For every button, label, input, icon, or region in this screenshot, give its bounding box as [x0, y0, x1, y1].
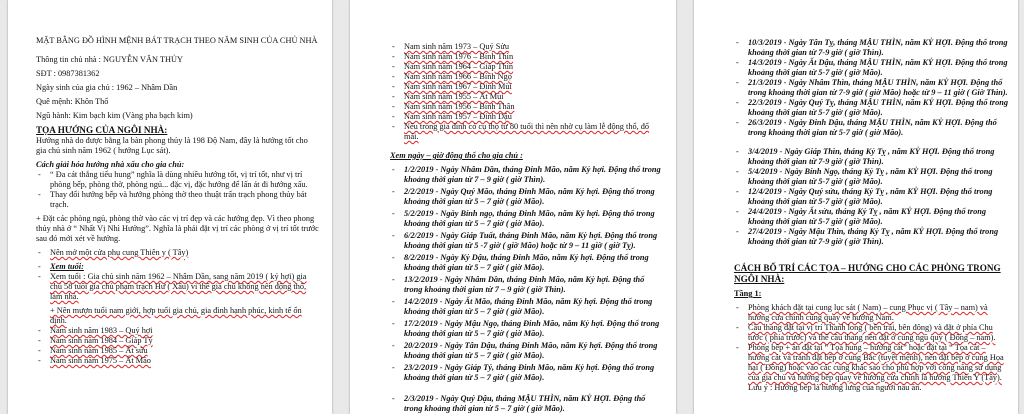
list-item: - Nên mở một cửa phụ cung Thiên y ( Tây): [36, 248, 320, 258]
floor-1-list: [734, 303, 1008, 383]
list-item: - Nam sinh năm 1964 – Giáp Thìn: [390, 62, 664, 72]
list-item: - Nam sinh năm 1976 – Bính Thìn: [390, 52, 664, 62]
document-title: MẶT BẰNG ĐỒ HÌNH MỆNH BÁT TRẠCH THEO NĂM SINH CỦA CHỦ NHÀ: [36, 36, 318, 45]
list-item: - Cầu thang đặt tại vị trí Thanh long ( bên trái, bên đông) và đặt ở phía Chu tước ( phía trước) và thể cầu thang nên đặt ở cung ngũ quỷ ( Đông – nam).: [734, 323, 1008, 343]
list-item: - Nam sinh năm 1955 – Ất Mùi: [390, 92, 664, 102]
list-item: - 8/2/2019 - Ngày Kỷ Dậu, tháng Đinh Mão, năm Kỷ hợi. Động thổ trong khoảng thời gian từ 5 – 7 giờ ( giờ Mão).: [390, 253, 664, 273]
list-item: - Nam sinh năm 1973 – Quý Sửu: [390, 42, 664, 52]
list-item: - 12/4/2019 - Ngày Quý sửu, tháng Kỷ Tỵ , năm KỶ HỢI. Động thổ trong khoảng thời gian từ 5-7 giờ ( giờ Mão).: [734, 187, 1008, 207]
list-item: - Nếu trong gia đình có cụ thọ từ 80 tuổi thì nên nhờ cụ làm lễ động thổ, đổ mái.: [390, 122, 664, 142]
list-item: - Nam sinh năm 1975 – Ất Mão: [36, 356, 320, 366]
kitchen-note: Lưu ý : Hướng bếp là hướng lưng của người nấu ăn.: [748, 383, 922, 392]
list-item: - 6/2/2019 - Ngày Giáp Tuất, tháng Đinh Mão, năm Kỷ hợi. Động thổ trong khoảng thời gian từ 5 -7 giờ ( giờ Mão) hoặc từ 9 – 11 giờ ( giờ Tỵ).: [390, 231, 664, 251]
list-item: - 27/4/2019 - Ngày Mậu Thìn, tháng Kỷ Tỵ , năm KỶ HỢI. Động thổ trong khoảng thời gian từ 7-9 giờ ( giờ Thìn).: [734, 227, 1008, 247]
hometown-info: Quê mệnh: Khôn Thổ: [36, 97, 109, 106]
owner-info: Thông tin chủ nhà : NGUYỄN VĂN THỦY: [36, 55, 183, 64]
list-item: - 5/4/2019 - Ngày Bính Ngọ, tháng Kỷ Tỵ , năm KỶ HỢI. Động thổ trong khoảng thời gian từ 5-7 giờ ( giờ Mão).: [734, 167, 1008, 187]
date-list-april: [734, 147, 1008, 247]
date-list-march: [390, 394, 664, 414]
list-item: - Phòng bếp + ăn đặt tại “ Tọa hung – hướng cát” hoặc đặt tại “ Tọa cát – hướng cát và tránh đặt bếp ở cung Bắc (tuyệt mệnh), nên đặt bếp ở cung Họa hại ( Đông) hoặc vào các cung khác sao cho phù hợp với công năng sử dụng của gia chủ và hướng bếp quay về hướng cửa chính là hướng Thiên Y (Tây).: [734, 343, 1008, 383]
age-heading: - Xem tuổi:: [36, 262, 320, 272]
direction-heading: TỌA HƯỚNG CỦA NGÔI NHÀ:: [36, 125, 168, 135]
list-item: - Thay đổi hướng bếp và hướng phòng thờ theo thuật trấn trạch phong thủy bát trạch.: [36, 190, 320, 210]
list-item: - 14/2/2019 - Ngày Ất Mão, tháng Đinh Mão, năm Kỷ hợi. Động thổ trong khoảng thời gian từ 5 – 7 giờ ( giờ Mão).: [390, 297, 664, 317]
element-info: Ngũ hành: Kim bạch kim (Vàng pha bạch kim): [36, 111, 193, 120]
dates-heading: Xem ngày – giờ động thổ cho gia chủ :: [390, 151, 523, 160]
list-item: - 5/2/2019 - Ngày Bính ngọ, tháng Đinh Mão, năm Kỷ hợi. Động thổ trong khoảng thời gian từ 5 – 7 giờ ( giờ Mão).: [390, 209, 664, 229]
list-item: - Phòng khách đặt tại cung lục sát ( Nam) – cung Phục vị ( Tây – nam) và hướng cửa chính cũng quay về hướng Nam.: [734, 303, 1008, 323]
list-item: - Nam sinh năm 1966 – Bính Ngọ: [390, 72, 664, 82]
list-item: - Nam sinh năm 1983 – Quý hợi: [36, 326, 320, 336]
birth-year-list: [36, 326, 320, 366]
list-item: - 24/4/2019 - Ngày Ất sửu, tháng Kỷ Tỵ , năm KỶ HỢI. Động thổ trong khoảng thời gian từ 5-7 giờ ( giờ Mão).: [734, 207, 1008, 227]
birth-year-list: [390, 42, 664, 142]
age-list: [36, 262, 320, 302]
birth-info: Ngày sinh của gia chủ : 1962 – Nhâm Dần: [36, 83, 178, 92]
list-item: - Nam sinh năm 1984 – Giáp Tý: [36, 336, 320, 346]
list-item: - “ Đa cát thắng tiểu hung” nghĩa là dùng nhiều hướng tốt, vị trí tốt, như vị trí phòng bếp, phòng thờ, phòng ngủ... đặc vị, đặc hướng để lấn át đi hướng xấu.: [36, 170, 320, 190]
list-item: - 20/2/2019 - Ngày Tân Dậu, tháng Đinh Mão, năm Kỷ hợi. Động thổ trong khoảng thời gian từ 5 – 7 giờ ( giờ Mão).: [390, 341, 664, 361]
list-item: - 21/3/2019 - Ngày Nhâm Thìn, tháng MẬU THÌN, năm KỶ HỢI. Động thổ trong khoảng thời gian từ 7-9 giờ ( giờ Mão) hoặc từ 9 – 11 giờ ( Giờ Thìn).: [734, 78, 1008, 98]
list-item: - 10/3/2019 - Ngày Tân Tỵ, tháng MẬU THÌN, năm KỶ HỢI. Động thổ trong khoảng thời gian từ 7-9 giờ ( giờ Thìn).: [734, 38, 1008, 58]
fix-list: [36, 170, 320, 210]
floor-label: Tầng 1:: [734, 289, 762, 298]
layout-heading: CÁCH BỐ TRÍ CÁC TỌA – HƯỚNG CHO CÁC PHÒNG TRONG NGÔI NHÀ:: [734, 263, 1001, 284]
document-page-2: [350, 0, 676, 414]
direction-text: Hướng nhà do được bằng la bàn phong thủy là 198 Độ Nam, đây là hướng tốt cho gia chủ sinh năm 1962 ( hướng Lục sát).: [36, 136, 308, 155]
page-1-content: [36, 36, 320, 366]
list-item: - Nam sinh năm 1967 – Đinh Mùi: [390, 82, 664, 92]
list-item: - Nam sinh năm 1985 – Ất sửu: [36, 346, 320, 356]
list-item: - 2/2/2019 - Ngày Quý Mão, tháng Đinh Mão, năm Kỷ hợi. Động thổ trong khoảng thời gian từ 5 – 7 giờ ( giờ Mão).: [390, 187, 664, 207]
list-item: - 1/2/2019 - Ngày Nhâm Dần, tháng Đinh Mão, năm Kỷ hợi. Động thổ trong khoảng thời gian từ 7 – 9 giờ ( giờ Thìn).: [390, 165, 664, 185]
list-item: - 14/3/2019 - Ngày Ất Dậu, tháng MẬU THÌN, năm KỶ HỢI. Động thổ trong khoảng thời gian từ 5-7 giờ ( giờ Mão).: [734, 58, 1008, 78]
list-item: - Nam sinh năm 1956 – Bính Thân: [390, 102, 664, 112]
list-item: - Nam sinh năm 1957 – Đinh Dậu: [390, 112, 664, 122]
page-2-content: [390, 42, 664, 414]
list-item: - 17/2/2019 - Ngày Mậu Ngọ, tháng Đinh Mão, năm Kỷ hợi. Động thổ trong khoảng thời gian từ 5 – 7 giờ ( giờ Mão).: [390, 319, 664, 339]
borrow-age-text: + Nên mượn tuổi nam giới, hợp tuổi gia chủ, gia đình hạnh phúc, kinh tế ổn định.: [50, 306, 302, 325]
list-item: - 3/4/2019 - Ngày Giáp Thìn, tháng Kỷ Tỵ , năm KỶ HỢI. Động thổ trong khoảng thời gian từ 7-9 giờ ( giờ Thìn).: [734, 147, 1008, 167]
page-3-content: [734, 38, 1008, 393]
phone-number: SĐT : 0987381362: [36, 69, 100, 78]
document-page-3: [694, 0, 1018, 414]
date-list: [390, 165, 664, 383]
list-item: - 13/2/2019 - Ngày Nhâm Dần, tháng Đinh Mão, năm Kỷ hợi. Động thổ trong khoảng thời gian từ 7 – 9 giờ ( giờ Thìn).: [390, 275, 664, 295]
list-item: - 23/2/2019 - Ngày Giáp Tý, tháng Đinh Mão, năm Kỷ hợi. Động thổ trong khoảng thời gian từ 5 – 7 giờ ( giờ Mão).: [390, 363, 664, 383]
date-list-march: [734, 38, 1008, 138]
age-text: - Xem tuổi : Gia chủ sinh năm 1962 – Nhâm Dần, sang năm 2019 ( kỷ hợi) gia chủ 58 tuổi gia chủ phạm trạch Hư ( Xấu) vì thế gia chủ không nên động thổ, làm nhà.: [36, 272, 320, 302]
list-item: - 2/3/2019 - Ngày Quý Dậu, tháng MẬU THÌN, năm KỶ HỢI. Động thổ trong khoảng thời gian từ 5 – 7 giờ ( giờ Mão).: [390, 394, 664, 414]
list-item: - 22/3/2019 - Ngày Quý Tỵ, tháng MẬU THÌN, năm KỶ HỢI. Động thổ trong khoảng thời gian từ 5-7 giờ ( giờ Mão).: [734, 98, 1008, 118]
placement-text: + Đặt các phòng ngủ, phòng thờ vào các vị trí đẹp và các hướng đẹp. Vì theo phong thủy nhà ở “ Nhất Vị Nhì Hướng”. Nghĩa là phải đặt vị trí các phòng ở vị trí tốt trước sau đó mới xét về hướng.: [36, 214, 319, 243]
fix-heading: Cách giải hóa hướng nhà xấu cho gia chủ:: [36, 160, 185, 169]
list-item: - 26/3/2019 - Ngày Đinh Dậu, tháng MẬU THÌN, năm KỶ HỢI. Động thổ trong khoảng thời gian từ 5-7 giờ ( giờ Mão).: [734, 118, 1008, 138]
document-page-1: [8, 0, 332, 414]
door-list: [36, 248, 320, 258]
